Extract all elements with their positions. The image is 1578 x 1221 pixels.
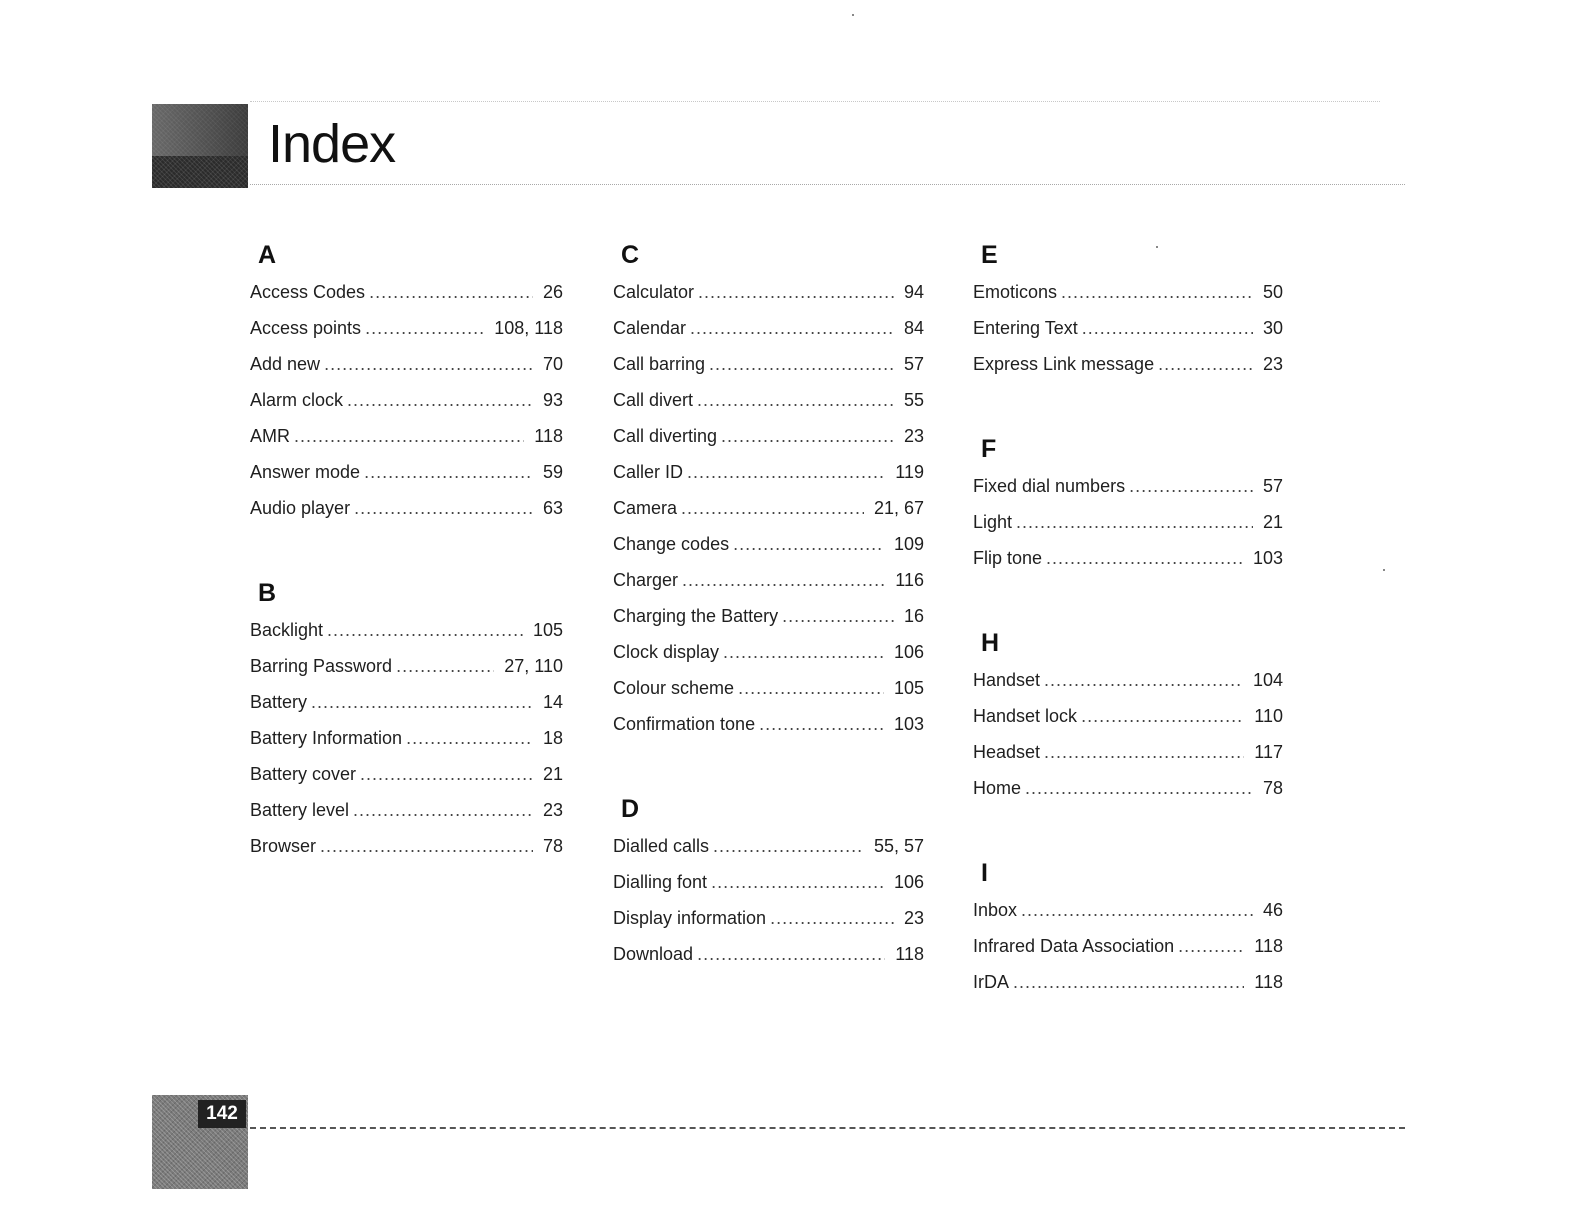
scan-speck [1383, 569, 1385, 571]
dot-leader [396, 648, 494, 684]
index-column-3 [973, 236, 1283, 1048]
entry-page-ref: 55, 57 [873, 836, 924, 856]
entry-term: Battery cover [250, 764, 357, 784]
section-letter: F [981, 435, 997, 463]
index-entry [613, 382, 924, 418]
index-section-i [973, 854, 1283, 1000]
index-entry [973, 274, 1283, 310]
entry-term: Answer mode [250, 462, 361, 482]
index-entry [613, 706, 924, 742]
index-column-1 [250, 236, 563, 912]
entry-term: Battery level [250, 800, 350, 820]
index-entry [613, 900, 924, 936]
dot-leader [682, 562, 885, 598]
entry-page-ref: 94 [903, 282, 924, 302]
index-column-2 [613, 236, 924, 1020]
index-entry [250, 454, 563, 490]
entry-page-ref: 21 [542, 764, 563, 784]
entry-page-ref: 105 [893, 678, 924, 698]
entry-page-ref: 63 [542, 498, 563, 518]
index-section-c [613, 236, 924, 742]
index-entry [250, 310, 563, 346]
index-entry [973, 928, 1283, 964]
entry-page-ref: 118 [534, 426, 563, 446]
index-entry [973, 504, 1283, 540]
index-entry [973, 468, 1283, 504]
index-entry [973, 662, 1283, 698]
entry-page-ref: 84 [903, 318, 924, 338]
entry-page-ref: 118 [1254, 936, 1283, 956]
entry-page-ref: 78 [1262, 778, 1283, 798]
entry-term: Browser [250, 836, 317, 856]
entry-page-ref: 21, 67 [873, 498, 924, 518]
index-entry [613, 634, 924, 670]
entry-page-ref: 16 [903, 606, 924, 626]
dot-leader [1013, 964, 1244, 1000]
entry-term: Entering Text [973, 318, 1078, 338]
dot-leader [1046, 540, 1243, 576]
dot-leader [711, 864, 884, 900]
entry-term: Inbox [973, 900, 1018, 920]
index-entry [613, 454, 924, 490]
entry-term: Access Codes [250, 282, 366, 302]
index-entry [613, 418, 924, 454]
dot-leader [738, 670, 884, 706]
entry-term: Confirmation tone [613, 714, 756, 734]
section-letter: D [621, 795, 640, 823]
dot-leader [690, 310, 894, 346]
entry-page-ref: 103 [1252, 548, 1283, 568]
index-entry [250, 648, 563, 684]
index-entry [250, 274, 563, 310]
page-title: Index [268, 114, 396, 174]
entry-page-ref: 23 [903, 908, 924, 928]
index-entry [973, 964, 1283, 1000]
dot-leader [311, 684, 533, 720]
entry-term: Display information [613, 908, 767, 928]
index-entry [250, 346, 563, 382]
entry-term: Add new [250, 354, 321, 374]
section-letter: A [258, 241, 277, 269]
dot-leader [723, 634, 884, 670]
section-letter: B [258, 579, 277, 607]
section-letter: I [981, 859, 988, 887]
entry-page-ref: 70 [542, 354, 563, 374]
entry-page-ref: 109 [893, 534, 924, 554]
entry-term: Access points [250, 318, 362, 338]
dot-leader [406, 720, 533, 756]
entry-page-ref: 118 [1254, 972, 1283, 992]
index-entry [613, 670, 924, 706]
index-entry [613, 526, 924, 562]
entry-page-ref: 117 [1254, 742, 1283, 762]
entry-page-ref: 50 [1262, 282, 1283, 302]
entry-page-ref: 23 [903, 426, 924, 446]
dot-leader [347, 382, 533, 418]
entry-page-ref: 105 [532, 620, 563, 640]
dot-leader [687, 454, 885, 490]
index-entry [250, 684, 563, 720]
index-entry [613, 274, 924, 310]
entry-page-ref: 116 [895, 570, 924, 590]
entry-term: Caller ID [613, 462, 684, 482]
dot-leader [360, 756, 533, 792]
entry-page-ref: 23 [542, 800, 563, 820]
dot-leader [759, 706, 884, 742]
entry-term: Infrared Data Association [973, 936, 1175, 956]
dot-leader [681, 490, 864, 526]
entry-page-ref: 108, 118 [494, 318, 563, 338]
entry-page-ref: 55 [903, 390, 924, 410]
entry-term: Emoticons [973, 282, 1058, 302]
dot-leader [697, 382, 894, 418]
index-entry [973, 540, 1283, 576]
entry-page-ref: 119 [895, 462, 924, 482]
entry-term: Battery Information [250, 728, 403, 748]
entry-term: Light [973, 512, 1013, 532]
index-section-f [973, 430, 1283, 576]
entry-term: Backlight [250, 620, 324, 640]
entry-term: Dialling font [613, 872, 708, 892]
index-entry [250, 418, 563, 454]
dot-leader [770, 900, 894, 936]
entry-term: Clock display [613, 642, 720, 662]
entry-page-ref: 57 [1262, 476, 1283, 496]
dot-leader [1081, 698, 1244, 734]
index-entry [250, 720, 563, 756]
index-section-d [613, 790, 924, 972]
entry-term: Audio player [250, 498, 351, 518]
dot-leader [1061, 274, 1253, 310]
entry-page-ref: 78 [542, 836, 563, 856]
index-entry [973, 698, 1283, 734]
dot-leader [721, 418, 894, 454]
dot-leader [365, 310, 484, 346]
entry-term: Call barring [613, 354, 706, 374]
index-entry [613, 598, 924, 634]
entry-page-ref: 118 [895, 944, 924, 964]
page-number: 142 [198, 1100, 246, 1128]
title-decor-block [152, 104, 248, 188]
index-entry [613, 828, 924, 864]
title-underline-rule [250, 184, 1405, 185]
section-letter: C [621, 241, 640, 269]
index-entry [613, 936, 924, 972]
dot-leader [1129, 468, 1253, 504]
footer-dashed-rule [250, 1127, 1405, 1129]
entry-term: Handset [973, 670, 1041, 690]
entry-term: Call diverting [613, 426, 718, 446]
entry-page-ref: 110 [1254, 706, 1283, 726]
dot-leader [782, 598, 894, 634]
scan-speck [1156, 246, 1158, 248]
entry-page-ref: 106 [893, 642, 924, 662]
entry-page-ref: 18 [542, 728, 563, 748]
index-entry [973, 892, 1283, 928]
index-entry [613, 310, 924, 346]
index-entry [613, 346, 924, 382]
dot-leader [353, 792, 533, 828]
entry-term: Alarm clock [250, 390, 344, 410]
dot-leader [697, 936, 885, 972]
entry-page-ref: 26 [542, 282, 563, 302]
entry-term: Calendar [613, 318, 687, 338]
section-letter: E [981, 241, 998, 269]
dot-leader [1178, 928, 1244, 964]
dot-leader [320, 828, 533, 864]
entry-term: Dialled calls [613, 836, 710, 856]
index-section-h [973, 624, 1283, 806]
top-dotted-rule [250, 101, 1380, 102]
dot-leader [294, 418, 524, 454]
index-entry [973, 734, 1283, 770]
entry-page-ref: 59 [542, 462, 563, 482]
dot-leader [369, 274, 533, 310]
index-entry [613, 562, 924, 598]
entry-term: Home [973, 778, 1022, 798]
entry-page-ref: 57 [903, 354, 924, 374]
index-entry [250, 612, 563, 648]
index-entry [613, 864, 924, 900]
index-entry [973, 770, 1283, 806]
entry-term: AMR [250, 426, 290, 446]
index-section-a [250, 236, 563, 526]
entry-page-ref: 93 [542, 390, 563, 410]
index-entry [973, 310, 1283, 346]
entry-term: Change codes [613, 534, 730, 554]
entry-term: Charging the Battery [613, 606, 779, 626]
index-entry [250, 828, 563, 864]
dot-leader [1158, 346, 1253, 382]
dot-leader [327, 612, 523, 648]
entry-term: Handset lock [973, 706, 1078, 726]
entry-term: Barring Password [250, 656, 393, 676]
entry-term: Camera [613, 498, 678, 518]
entry-term: Battery [250, 692, 308, 712]
index-section-e [973, 236, 1283, 382]
dot-leader [1021, 892, 1253, 928]
entry-page-ref: 14 [542, 692, 563, 712]
entry-term: Headset [973, 742, 1041, 762]
dot-leader [713, 828, 864, 864]
scan-speck [852, 14, 854, 16]
entry-page-ref: 23 [1262, 354, 1283, 374]
entry-page-ref: 30 [1262, 318, 1283, 338]
dot-leader [364, 454, 533, 490]
section-letter: H [981, 629, 1000, 657]
entry-page-ref: 21 [1262, 512, 1283, 532]
dot-leader [1044, 662, 1243, 698]
dot-leader [1016, 504, 1253, 540]
entry-term: Call divert [613, 390, 694, 410]
index-entry [250, 490, 563, 526]
entry-term: Express Link message [973, 354, 1155, 374]
index-entry [250, 792, 563, 828]
entry-page-ref: 103 [893, 714, 924, 734]
index-entry [250, 756, 563, 792]
entry-page-ref: 46 [1262, 900, 1283, 920]
index-entry [250, 382, 563, 418]
entry-term: Flip tone [973, 548, 1043, 568]
dot-leader [354, 490, 533, 526]
index-section-b [250, 574, 563, 864]
index-entry [973, 346, 1283, 382]
dot-leader [733, 526, 884, 562]
dot-leader [1044, 734, 1244, 770]
entry-term: Calculator [613, 282, 695, 302]
dot-leader [698, 274, 894, 310]
entry-page-ref: 104 [1252, 670, 1283, 690]
entry-page-ref: 27, 110 [504, 656, 563, 676]
entry-term: Colour scheme [613, 678, 735, 698]
dot-leader [1025, 770, 1253, 806]
entry-term: Download [613, 944, 694, 964]
entry-term: Charger [613, 570, 679, 590]
index-entry [613, 490, 924, 526]
entry-term: Fixed dial numbers [973, 476, 1126, 496]
entry-page-ref: 106 [893, 872, 924, 892]
dot-leader [324, 346, 533, 382]
dot-leader [1082, 310, 1253, 346]
dot-leader [709, 346, 894, 382]
entry-term: IrDA [973, 972, 1009, 992]
